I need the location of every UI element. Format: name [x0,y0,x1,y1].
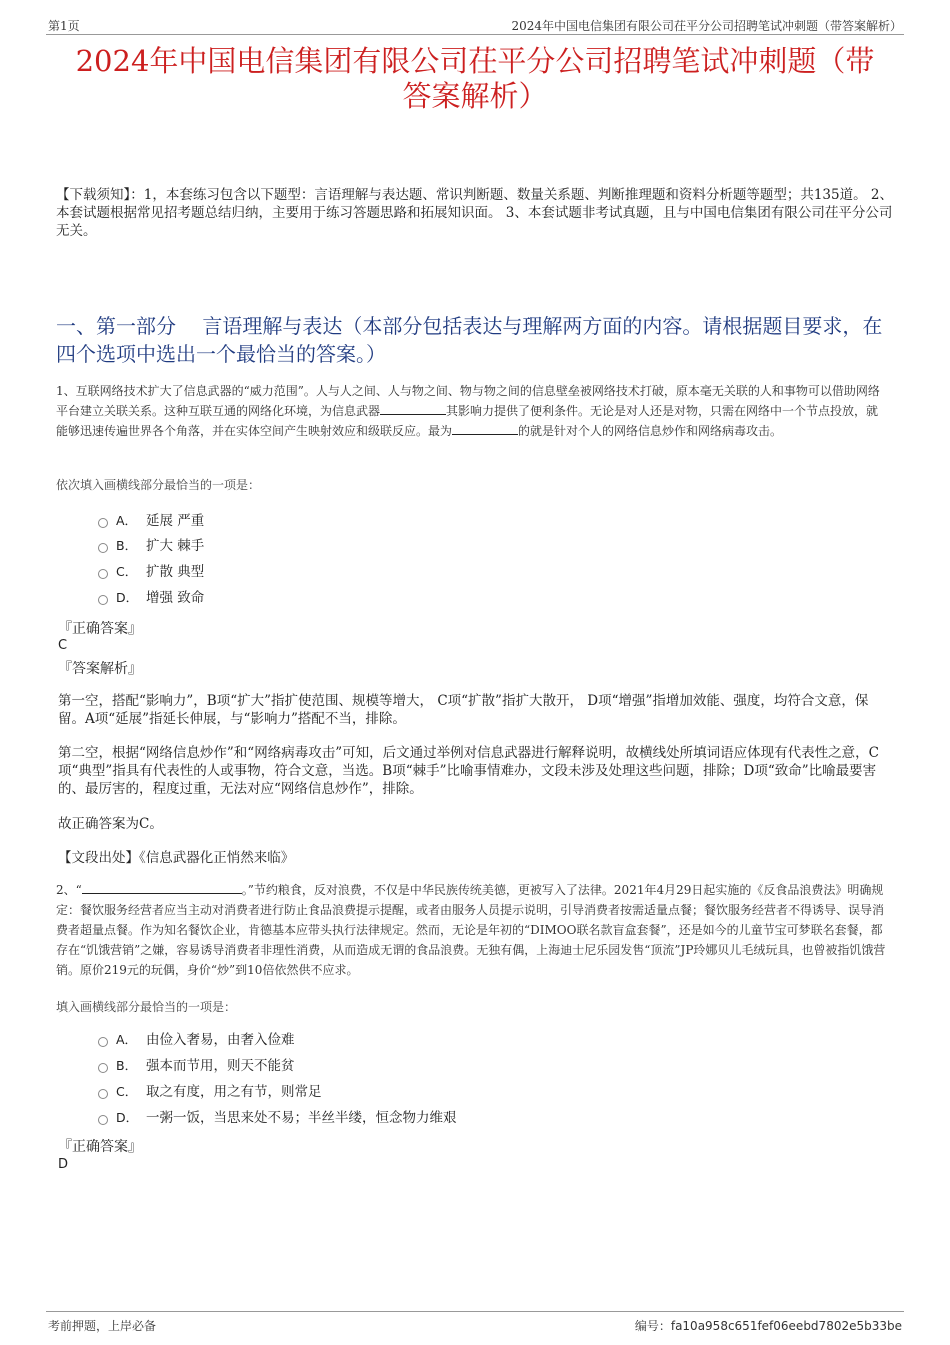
page-title-line-1: 2024年中国电信集团有限公司茌平分公司招聘笔试冲刺题（带 [75,44,875,78]
q2-option-d[interactable]: D． 一粥一饭，当思来处不易；半丝半缕，恒念物力维艰 [98,1108,457,1128]
q2-answer: D [58,1157,69,1172]
radio-icon[interactable] [98,569,108,579]
page-title-line-2: 答案解析） [402,79,548,113]
page-title [40,44,910,114]
q1-answer-label: 『正确答案』 [58,621,142,637]
q2-instruction: 填入画横线部分最恰当的一项是： [56,1000,237,1014]
q1-analysis-label: 『答案解析』 [58,661,142,677]
q1-analysis-paragraph-2: 第二空，根据“网络信息炒作”和“网络病毒攻击”可知，后文通过举例对信息武器进行解释说明，故横线处所填词语应体现有代表性之意，C项“典型”指具有代表性的人或事物，符合文意，当选。B项“棘手”比喻事情难办，文段未涉及处理这些问题，排除；D项“致命”比喻最要害的、最厉害的，程度过重，无法对应“网络信息炒作”，排除。 [58,745,879,797]
q1-blank-1 [380,402,446,415]
q1-text-part-3: 的就是针对个人的网络信息炒作和网络病毒攻击。 [518,424,783,438]
q1-text-part-2: 其影响力提供了便利条件。无论是对人还是对物，只需在网络中一个节点投放，就能够迅速传遍世界各个角落，并在实体空间产生映射效应和级联反应。最为 [56,404,879,438]
radio-icon[interactable] [98,1115,108,1125]
radio-icon[interactable] [98,1063,108,1073]
q1-option-c[interactable]: C． 扩散 典型 [98,562,204,582]
footer-slogan: 考前押题，上岸必备 [48,1319,157,1333]
radio-icon[interactable] [98,1089,108,1099]
q1-source: 【文段出处】《信息武器化正悄然来临》 [58,850,295,866]
radio-icon[interactable] [98,543,108,553]
q1-conclusion: 故正确答案为C。 [58,816,163,832]
q1-option-d[interactable]: D． 增强 致命 [98,588,204,608]
download-notice: 【下载须知】：1，本套练习包含以下题型：言语理解与表达题、常识判断题、数量关系题、判断推理题和资料分析题等题型；共135道。 2、本套试题根据常见招考题总结归纳，主要用于练习答题思路和拓展知识面。 3、本套试题非考试真题，且与中国电信集团有限公司茌平分公司无关。 [56,187,893,239]
q1-answer: C [58,638,68,653]
q1-instruction: 依次填入画横线部分最恰当的一项是： [56,478,261,492]
page-header [46,14,904,35]
question-2-text [56,880,890,980]
q2-option-a[interactable]: A． 由俭入奢易，由奢入俭难 [98,1030,295,1050]
footer-code-label: 编号： [634,1319,671,1333]
q1-analysis-paragraph-1: 第一空，搭配“影响力”，B项“扩大”指扩使范围、规模等增大， C项“扩散”指扩大散开， D项“增强”指增加效能、强度，均符合文意，保留。A项“延展”指延长伸展，与“影响力”搭配不当，排除。 [58,693,869,727]
q2-blank [82,881,242,894]
q1-option-a[interactable]: A． 延展 严重 [98,511,204,531]
radio-icon[interactable] [98,595,108,605]
footer-code [635,1317,902,1334]
q1-option-b[interactable]: B． 扩大 棘手 [98,536,204,556]
radio-icon[interactable] [98,518,108,528]
q1-blank-2 [452,422,518,435]
q2-answer-label: 『正确答案』 [58,1139,142,1155]
footer-code-value: fa10a958c651fef06eebd7802e5b33be [670,1319,902,1333]
q2-option-b[interactable]: B． 强本而节用，则天不能贫 [98,1056,295,1076]
radio-icon[interactable] [98,1037,108,1047]
question-1-text [56,381,890,441]
q2-prefix: 2、“ [56,883,82,897]
page-footer [46,1311,904,1336]
section-heading: 一、第一部分 言语理解与表达（本部分包括表达与理解两方面的内容。请根据题目要求，在四个选项中选出一个最恰当的答案。） [56,314,883,366]
q2-option-c[interactable]: C． 取之有度，用之有节，则常足 [98,1082,322,1102]
page-number: 第1页 [48,19,80,33]
header-doc-title: 2024年中国电信集团有限公司茌平分公司招聘笔试冲刺题（带答案解析） [511,19,902,33]
q2-text-part-1: 。”节约粮食，反对浪费，不仅是中华民族传统美德，更被写入了法律。2021年4月29日起实施的《反食品浪费法》明确规定：餐饮服务经营者应当主动对消费者进行防止食品浪费提示提醒，或者由服务人员提示说明，引导消费者按需适量点餐；餐饮服务经营者不得诱导、误导消费者超量点餐。作为知名餐饮企业，肯德基本应带头执行法律规定。然而，无论是年初的“DIMOO联名款盲盒套餐”，还是如今的儿童节宝可梦联名套餐，都存在“饥饿营销”之嫌，容易诱导消费者非理性消费，从而造成无谓的食品浪费。无独有偶，上海迪士尼乐园发售“顶流”JP玲娜贝儿毛绒玩具，也曾被指饥饿营销。原价219元的玩偶，身价“炒”到10倍依然供不应求。 [56,883,886,977]
q1-text-part-1: 1、互联网络技术扩大了信息武器的“威力范围”。人与人之间、人与物之间、物与物之间的信息壁垒被网络技术打破，原本毫无关联的人和事物可以借助网络平台建立关联关系。这种互联互通的网络化环境，为信息武器 [56,384,880,418]
